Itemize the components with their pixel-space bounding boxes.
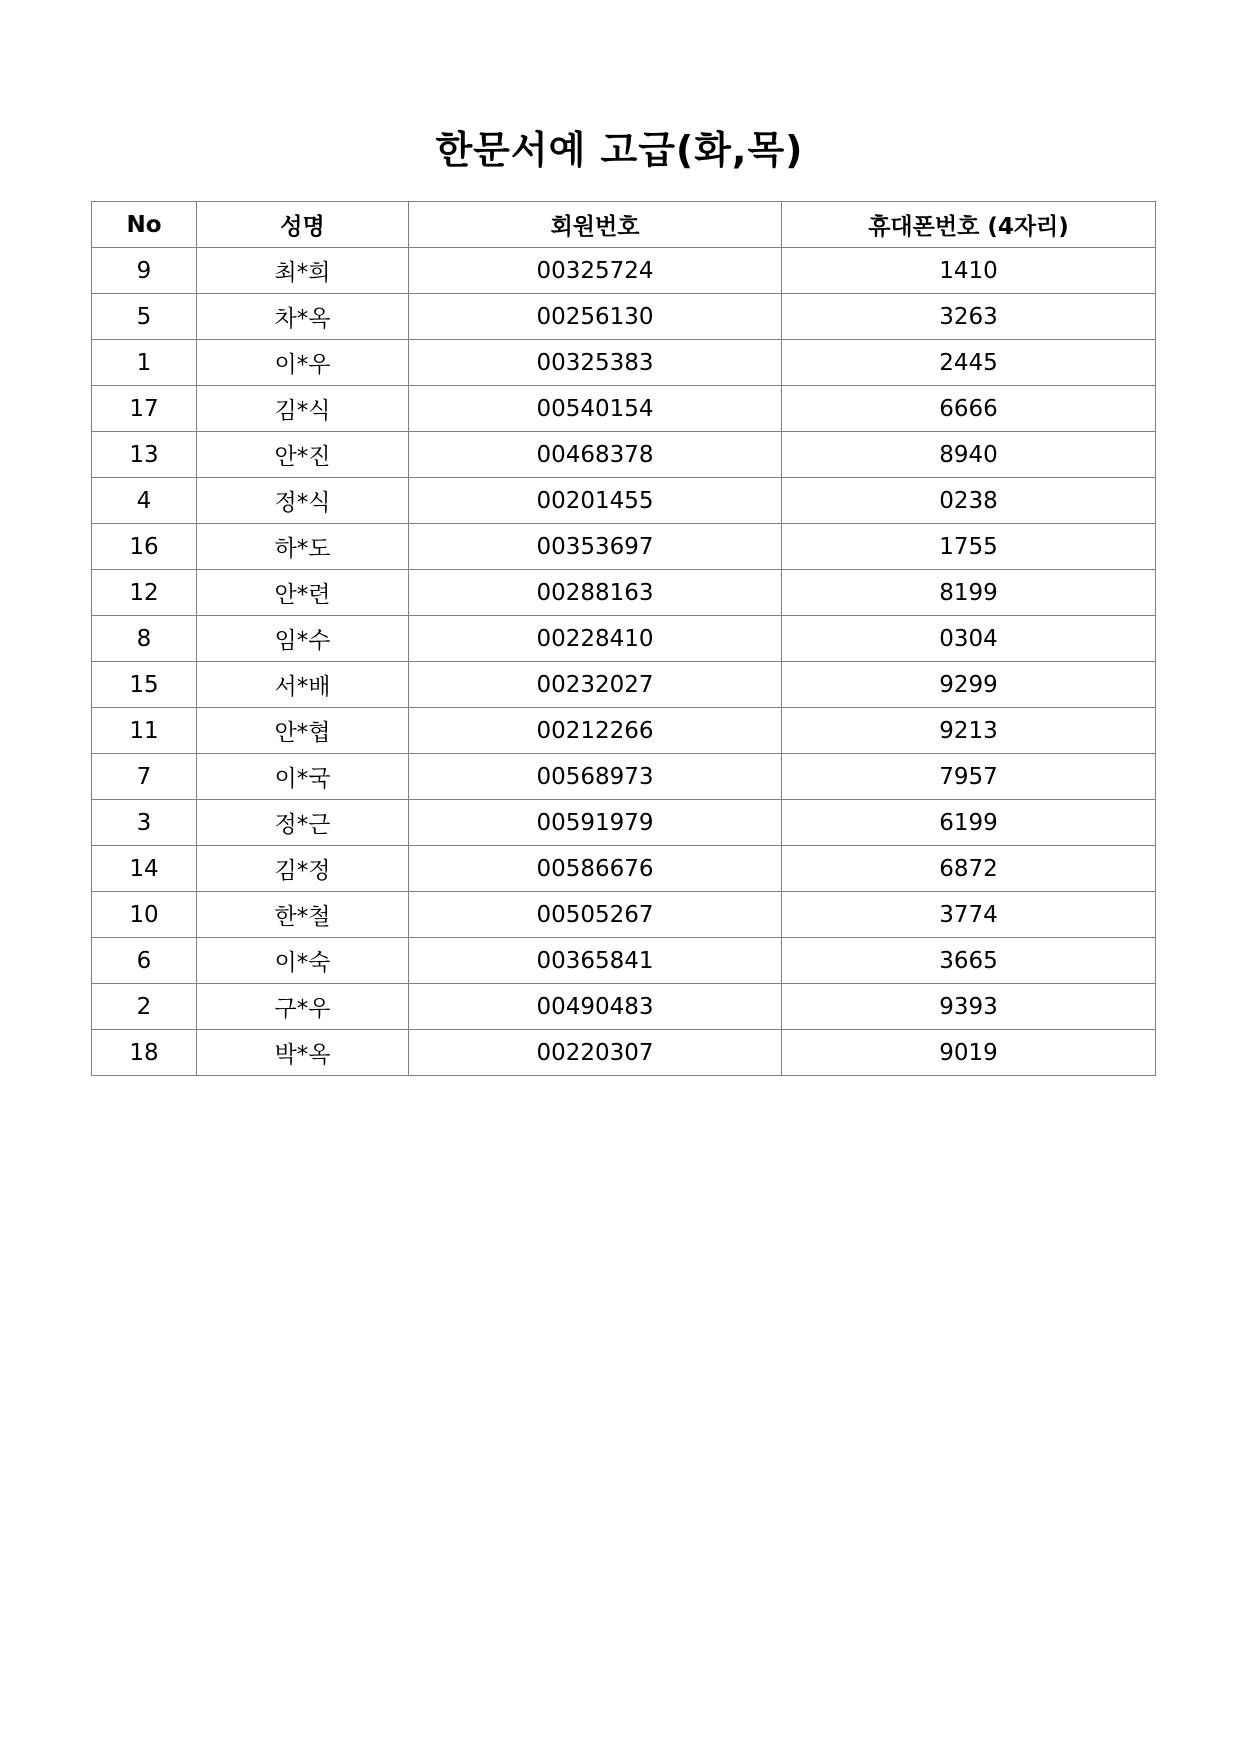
table-row [92, 248, 1156, 294]
table-row [92, 616, 1156, 662]
table-row [92, 984, 1156, 1030]
cell-name: 임*수 [197, 616, 409, 662]
table-header-row [92, 202, 1156, 248]
cell-member-id: 00201455 [409, 478, 782, 524]
cell-phone: 7957 [782, 754, 1156, 800]
cell-no: 7 [92, 754, 197, 800]
table-row [92, 846, 1156, 892]
header-name: 성명 [197, 202, 409, 248]
table-row [92, 892, 1156, 938]
cell-name: 차*옥 [197, 294, 409, 340]
cell-phone: 9393 [782, 984, 1156, 1030]
table-row [92, 478, 1156, 524]
table-row [92, 570, 1156, 616]
cell-name: 박*옥 [197, 1030, 409, 1076]
cell-no: 2 [92, 984, 197, 1030]
cell-phone: 3665 [782, 938, 1156, 984]
cell-phone: 1755 [782, 524, 1156, 570]
cell-phone: 9213 [782, 708, 1156, 754]
cell-no: 1 [92, 340, 197, 386]
cell-name: 이*국 [197, 754, 409, 800]
cell-phone: 0304 [782, 616, 1156, 662]
cell-phone: 6666 [782, 386, 1156, 432]
cell-no: 17 [92, 386, 197, 432]
cell-phone: 9299 [782, 662, 1156, 708]
cell-phone: 9019 [782, 1030, 1156, 1076]
header-phone: 휴대폰번호 (4자리) [782, 202, 1156, 248]
cell-no: 11 [92, 708, 197, 754]
cell-no: 14 [92, 846, 197, 892]
cell-member-id: 00325724 [409, 248, 782, 294]
cell-member-id: 00490483 [409, 984, 782, 1030]
cell-name: 한*철 [197, 892, 409, 938]
cell-no: 5 [92, 294, 197, 340]
cell-no: 15 [92, 662, 197, 708]
cell-phone: 3263 [782, 294, 1156, 340]
cell-name: 이*우 [197, 340, 409, 386]
cell-no: 18 [92, 1030, 197, 1076]
cell-no: 16 [92, 524, 197, 570]
cell-member-id: 00365841 [409, 938, 782, 984]
cell-name: 안*협 [197, 708, 409, 754]
cell-member-id: 00228410 [409, 616, 782, 662]
cell-no: 9 [92, 248, 197, 294]
cell-member-id: 00568973 [409, 754, 782, 800]
cell-member-id: 00540154 [409, 386, 782, 432]
table-row [92, 386, 1156, 432]
table-body [92, 248, 1156, 1076]
table-row [92, 662, 1156, 708]
cell-member-id: 00586676 [409, 846, 782, 892]
cell-no: 12 [92, 570, 197, 616]
cell-no: 3 [92, 800, 197, 846]
table-row [92, 524, 1156, 570]
table-row [92, 708, 1156, 754]
cell-phone: 1410 [782, 248, 1156, 294]
cell-member-id: 00325383 [409, 340, 782, 386]
cell-phone: 2445 [782, 340, 1156, 386]
cell-name: 최*희 [197, 248, 409, 294]
cell-name: 김*식 [197, 386, 409, 432]
cell-no: 10 [92, 892, 197, 938]
cell-phone: 8940 [782, 432, 1156, 478]
cell-no: 8 [92, 616, 197, 662]
table-row [92, 340, 1156, 386]
cell-member-id: 00232027 [409, 662, 782, 708]
cell-name: 서*배 [197, 662, 409, 708]
cell-phone: 6199 [782, 800, 1156, 846]
cell-member-id: 00256130 [409, 294, 782, 340]
cell-no: 6 [92, 938, 197, 984]
cell-member-id: 00212266 [409, 708, 782, 754]
cell-name: 하*도 [197, 524, 409, 570]
cell-member-id: 00353697 [409, 524, 782, 570]
cell-no: 4 [92, 478, 197, 524]
member-table [91, 201, 1156, 1076]
cell-name: 정*근 [197, 800, 409, 846]
cell-phone: 3774 [782, 892, 1156, 938]
cell-member-id: 00220307 [409, 1030, 782, 1076]
table-row [92, 754, 1156, 800]
cell-member-id: 00591979 [409, 800, 782, 846]
table-row [92, 294, 1156, 340]
cell-phone: 8199 [782, 570, 1156, 616]
cell-no: 13 [92, 432, 197, 478]
cell-phone: 6872 [782, 846, 1156, 892]
cell-name: 이*숙 [197, 938, 409, 984]
cell-name: 김*정 [197, 846, 409, 892]
table-row [92, 432, 1156, 478]
cell-name: 구*우 [197, 984, 409, 1030]
cell-name: 안*련 [197, 570, 409, 616]
table-row [92, 1030, 1156, 1076]
cell-member-id: 00288163 [409, 570, 782, 616]
cell-phone: 0238 [782, 478, 1156, 524]
table-row [92, 800, 1156, 846]
cell-member-id: 00468378 [409, 432, 782, 478]
header-no: No [92, 202, 197, 248]
table-row [92, 938, 1156, 984]
cell-name: 안*진 [197, 432, 409, 478]
page-title: 한문서예 고급(화,목) [435, 128, 804, 172]
header-member-id: 회원번호 [409, 202, 782, 248]
cell-name: 정*식 [197, 478, 409, 524]
cell-member-id: 00505267 [409, 892, 782, 938]
